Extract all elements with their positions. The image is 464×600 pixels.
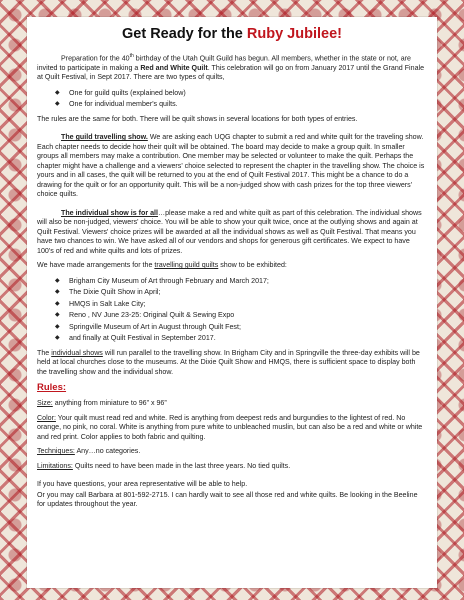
guild-paragraph [37,133,427,200]
arrangements-paragraph [37,261,427,271]
rule-label: Techniques: [37,447,75,456]
parallel-text-b: will run parallel to the travelling show. In Brigham City and in Springville the three-day exhibits will be held at local churches close to the museums. At the Dixie Quilt Show and HMQS, there is sufficient space to display both the travelling show and the individual show. [37,348,420,376]
closing-line-2: Or you may call Barbara at 801-592-2715. I can hardly wait to see all those red and white quilts. Be looking in the Beeline for updates throughout the year. [37,490,418,509]
intro-bold: Red and White Quilt [140,63,208,72]
rule-text: Any…no categories. [74,447,141,456]
venue-text: The Dixie Quilt Show in April; [69,288,161,297]
rule-limitations [37,462,427,472]
venue-text: Reno , NV June 23-25: Original Quilt & Sewing Expo [69,311,235,320]
rule-size [37,399,427,409]
list-item-text: One for guild quilts (explained below) [69,88,186,97]
rule-label: Limitations: [37,461,73,470]
rule-text: Your quilt must read red and white. Red is anything from deepest reds and burgundies to the lightest of red. No orange, no pink, no coral. White is anything from pure white to unbleached muslin, but can also be a red and white or white and red print. Color applies to both fabric and quilting. [37,413,423,441]
list-item [55,287,427,299]
list-item [55,276,427,288]
intro-superscript: th [129,53,134,59]
parallel-text-a: The [37,348,52,357]
closing-line-1: If you have questions, your area representative will be able to help. [37,480,248,489]
diamond-bullet-icon: ◆ [55,335,60,342]
venues-list [37,276,427,345]
diamond-bullet-icon: ◆ [55,289,60,296]
diamond-bullet-icon: ◆ [55,89,60,96]
list-item [55,99,427,111]
intro-text-c: . This celebration will go on from January 2017 until the Grand Finale at Quilt Festival, in Sept 2017. There are two types of quilts, [37,63,425,82]
parallel-paragraph [37,349,427,378]
arrangements-text-b: show to be exhibited: [218,261,287,270]
list-item [55,88,427,100]
rule-text: anything from miniature to 96” x 96” [52,399,167,408]
individual-paragraph [37,209,427,257]
rules-heading: Rules: [37,382,67,394]
title-highlight: Ruby Jubilee! [246,26,342,42]
diamond-bullet-icon: ◆ [55,323,60,330]
venue-text: Springville Museum of Art in August through Quilt Fest; [69,322,241,331]
quilt-types-list [37,88,427,111]
diamond-bullet-icon: ◆ [55,277,60,284]
parallel-underlined: individual shows [51,348,103,357]
rule-label: Size: [37,399,53,408]
individual-heading: The individual show is for all [61,208,158,217]
list-item [55,322,427,334]
intro-text-a: Preparation for the 40 [61,54,130,63]
guild-heading: The guild travelling show. [61,133,148,142]
arrangements-text-a: We have made arrangements for the [37,261,155,270]
diamond-bullet-icon: ◆ [55,101,60,108]
rule-color [37,414,427,443]
diamond-bullet-icon: ◆ [55,312,60,319]
venue-text: Brigham City Museum of Art through February and March 2017; [69,276,269,285]
page-title [37,26,427,42]
rules-same-paragraph: The rules are the same for both. There will be quilt shows in several locations for both types of entries. [37,114,358,123]
venue-text: and finally at Quilt Festival in September 2017. [69,334,216,343]
individual-text: …please make a red and white quilt as part of this celebration. The individual shows will also be non-judged, viewers' choice. You will be able to show your quilt twice, once at the outlying shows and again at Quilt Festival. Viewers' choice prizes will be awarded at all the individual shows as well as Quilt Festival. That means you have two chances to win. We have asked all of our vendors and shops for generous gift certificates. We expect to have 100's of red and white quilts and lots of prizes. [37,208,422,255]
guild-text: We are asking each UQG chapter to submit a red and white quilt for the traveling show. Each chapter needs to decide how their quilt will be obtained. The board may decide to make a group quilt. In smaller groups all members may make a contribution. One member may be selected or volunteer to make the quilt. Perhaps the chapter might have a challenge and a viewers' choice selected to represent the chapter in the travelling show. The choice is yours and in all cases, the quilt will be returned to you at the end of Quilt Festival 2017. This might be a chance to do a drawing for the quilt or for an opportunity quilt. This will be a non-judged show with cash prizes for the top three viewers' choice quilts. [37,133,425,199]
diamond-bullet-icon: ◆ [55,300,60,307]
intro-paragraph [37,52,427,83]
rule-techniques [37,447,427,457]
list-item [55,299,427,311]
list-item-text: One for individual member's quilts. [69,100,178,109]
intro-text-b: birthday of the Utah Quilt Guild has begun. All members, whether in the state or not, are invited to participate in making a [37,54,411,72]
rule-label: Color: [37,413,56,422]
rule-text: Quilts need to have been made in the last three years. No tied quilts. [72,461,291,470]
list-item [55,333,427,345]
list-item [55,310,427,322]
venue-text: HMQS in Salt Lake City; [69,299,146,308]
arrangements-underlined: travelling guild quilts [154,261,219,270]
flyer-panel [27,17,437,588]
title-prefix: Get Ready for the [122,26,247,42]
